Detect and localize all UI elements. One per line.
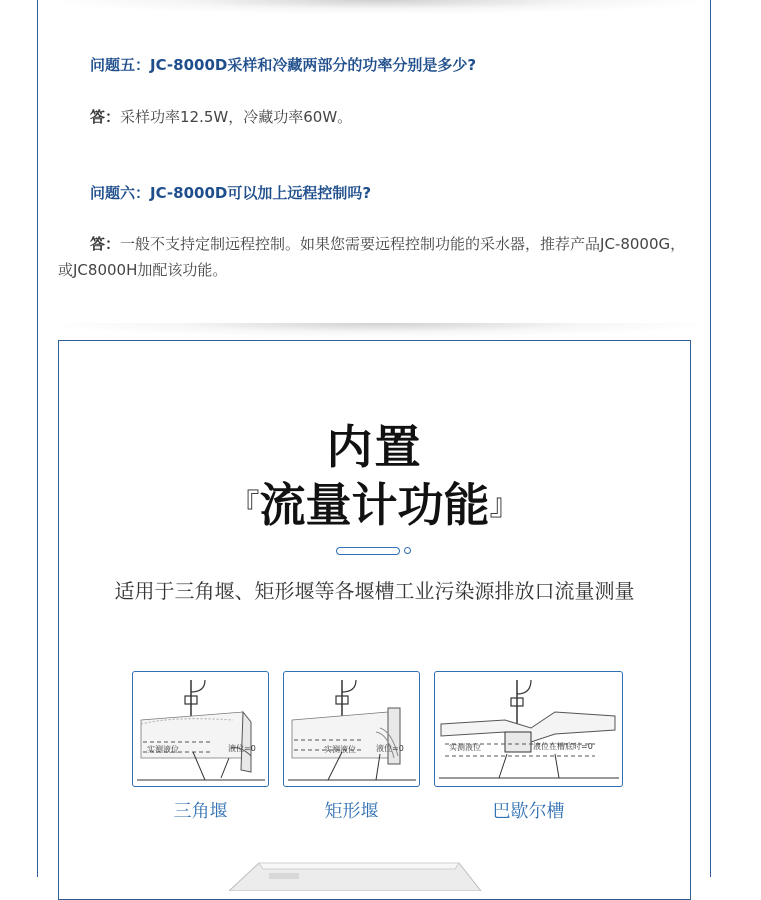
- feature-panel: [58, 340, 691, 900]
- decorative-divider: [336, 546, 416, 556]
- section-shadow-divider: [60, 323, 700, 337]
- diagram-label-a: 实测液位: [147, 745, 179, 754]
- answer-6: [58, 231, 698, 283]
- feature-subtitle: 适用于三角堰、矩形堰等各堰槽工业污染源排放口流量测量: [114, 579, 635, 603]
- feature-title-line2: [59, 469, 690, 535]
- feature-title-line1: 内置: [326, 420, 423, 474]
- bracket-open: 『: [229, 488, 260, 523]
- rectangle-weir-illustration: [284, 672, 421, 788]
- question-5: 问题五：JC-8000D采样和冷藏两部分的功率分别是多少?: [90, 56, 477, 74]
- feature-title-text: 流量计功能: [259, 478, 490, 532]
- caption-parshall-flume: 巴歇尔槽: [492, 801, 565, 822]
- parshall-flume-illustration: [435, 672, 624, 788]
- qa-item: [58, 54, 698, 130]
- bracket-close: 』: [489, 488, 520, 523]
- section-shadow-divider: [60, 0, 700, 14]
- diagram-label-b: 液位在槽底时=0: [533, 742, 593, 751]
- answer-5: [58, 104, 698, 130]
- question-6: 问题六：JC-8000D可以加上远程控制吗?: [90, 184, 372, 202]
- sampler-device-image: [219, 851, 489, 891]
- diagram-label-a: 实测液位: [449, 743, 481, 752]
- diagram-label-b: 液位=0: [228, 744, 256, 753]
- answer-text: 采样功率12.5W，冷藏功率60W。: [120, 108, 353, 126]
- diagram-label-b: 液位=0: [376, 744, 404, 753]
- divider-dot: [404, 547, 411, 554]
- caption-rectangle-weir: 矩形堰: [324, 801, 379, 822]
- weir-diagram-parshall: [434, 671, 623, 787]
- diagram-label-a: 实测液位: [324, 745, 356, 754]
- answer-label: 答：: [90, 235, 121, 253]
- weir-diagram-rectangle: [283, 671, 420, 787]
- answer-label: 答：: [90, 108, 121, 126]
- triangle-weir-illustration: [133, 672, 270, 788]
- divider-pill: [336, 547, 400, 555]
- answer-text: 一般不支持定制远程控制。如果您需要远程控制功能的采水器，推荐产品JC-8000G，或JC8000H加配该功能。: [58, 235, 686, 279]
- caption-triangle-weir: 三角堰: [173, 801, 228, 822]
- qa-item: [58, 182, 698, 283]
- weir-diagram-triangle: [132, 671, 269, 787]
